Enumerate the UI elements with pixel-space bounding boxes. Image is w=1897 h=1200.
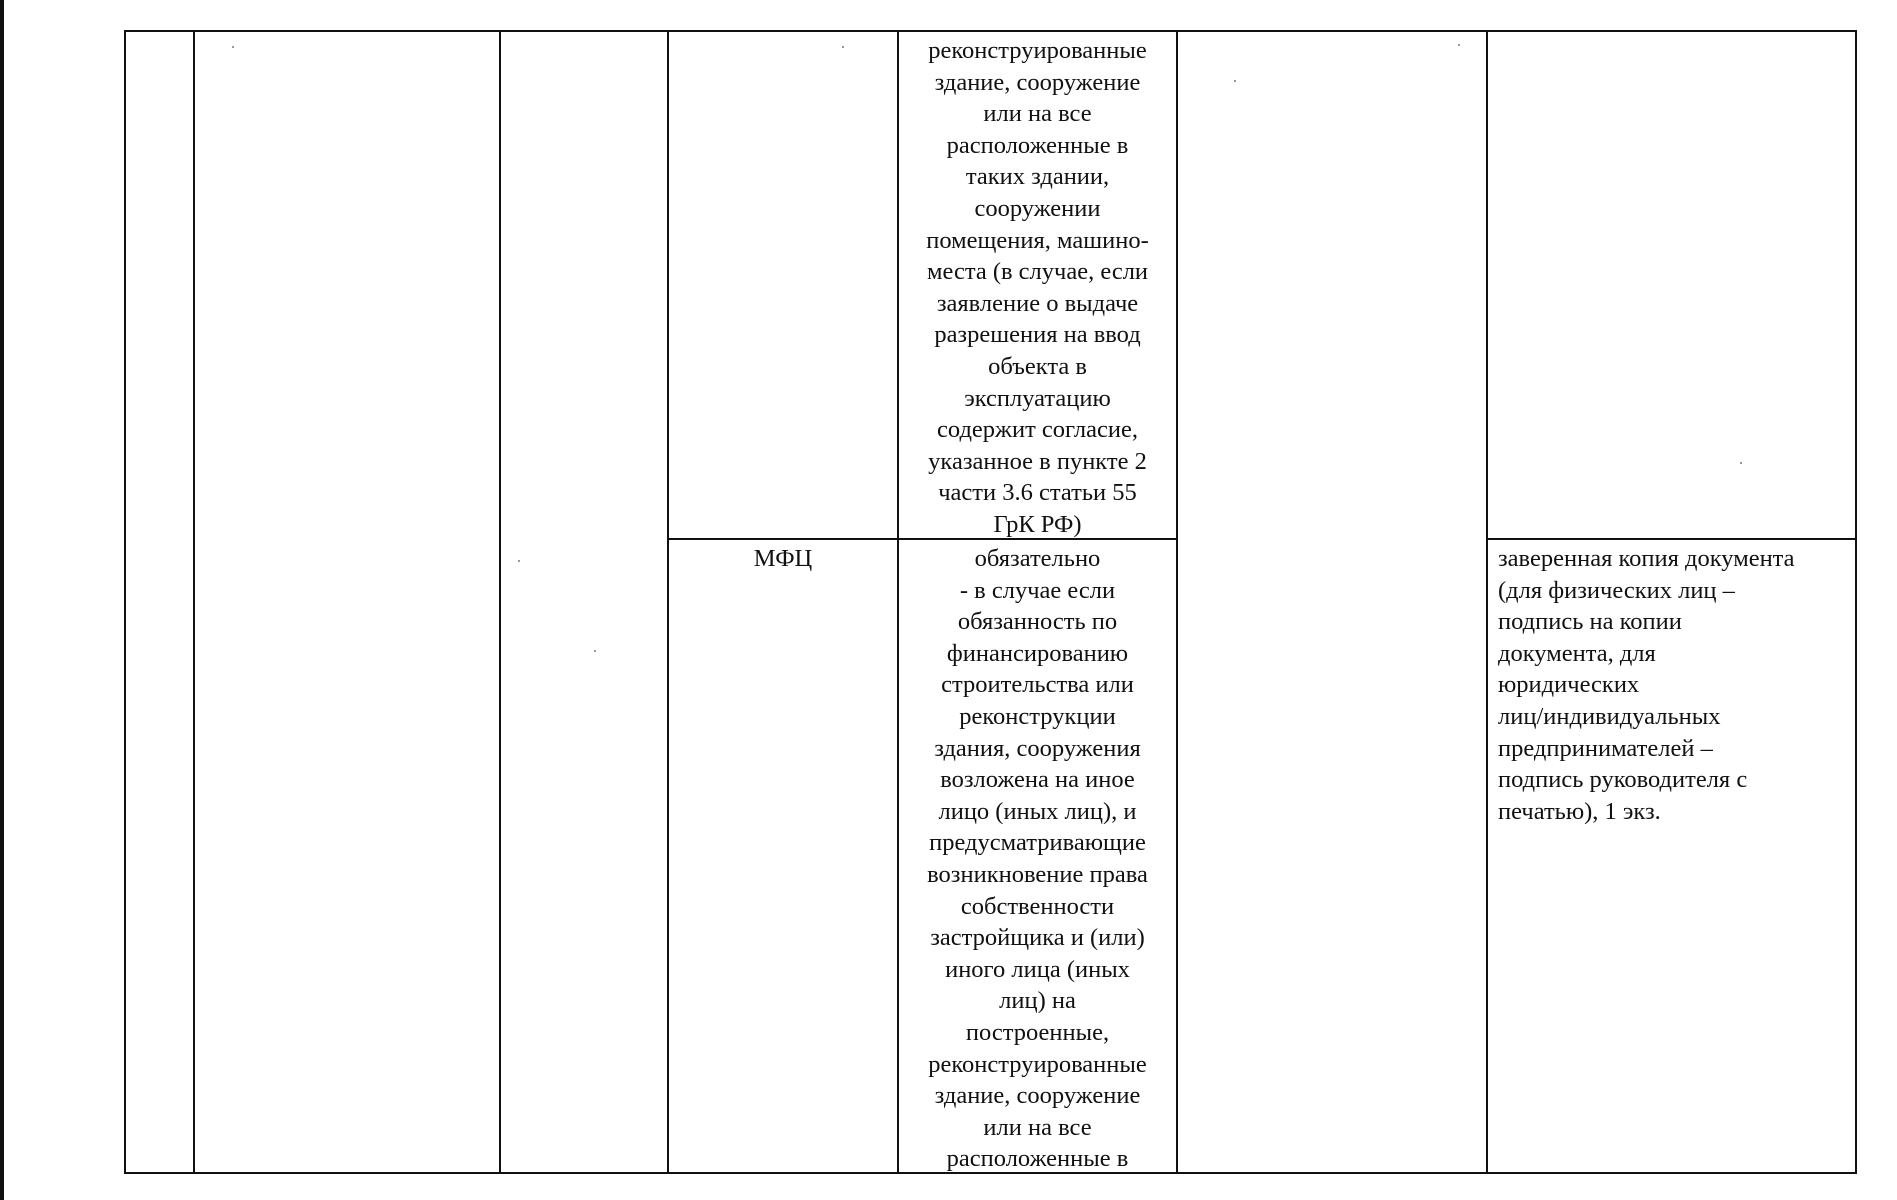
- column-divider-1: [193, 30, 195, 1174]
- scan-speck: [1458, 44, 1460, 46]
- table-border-left: [124, 30, 126, 1174]
- channel-cell-mfc: МФЦ: [753, 545, 813, 572]
- scan-speck: [594, 650, 596, 652]
- table-border-right: [1855, 30, 1857, 1174]
- page-scan-edge: [0, 0, 4, 1200]
- column-divider-5: [1176, 30, 1178, 1174]
- scan-speck: [232, 46, 234, 48]
- document-form-cell: заверенная копия документа (для физических лиц – подпись на копии документа, для юридических лиц/индивидуальных предпринимателей – подпись руководителя с печатью), 1 экз.: [1498, 545, 1795, 825]
- scan-speck: [842, 46, 844, 48]
- column-divider-6: [1486, 30, 1488, 1174]
- table-border-top: [124, 30, 1857, 32]
- scan-speck: [1740, 462, 1742, 464]
- scan-speck: [518, 560, 520, 562]
- column-divider-2: [499, 30, 501, 1174]
- requirement-cell-upper: реконструированные здание, сооружение или на все расположенные в таких здании, сооружении помещения, машино- места (в случае, если заявление о выдаче разрешения на ввод объекта в эксплуатацию содержит согласие, указанное в пункте 2 части 3.6 статьи 55 ГрК РФ): [926, 37, 1149, 538]
- scan-speck: [1234, 80, 1236, 82]
- requirement-cell-lower: обязательно - в случае если обязанность по финансированию строительства или реконструкции здания, сооружения возложена на иное лицо (иных лиц), и предусматривающие возникновение права собственности застройщика и (или) иного лица (иных лиц) на построенные, реконструированные здание, сооружение или на все расположенные в: [927, 545, 1148, 1173]
- column-divider-3: [667, 30, 669, 1174]
- row-divider-document-form: [1486, 538, 1857, 540]
